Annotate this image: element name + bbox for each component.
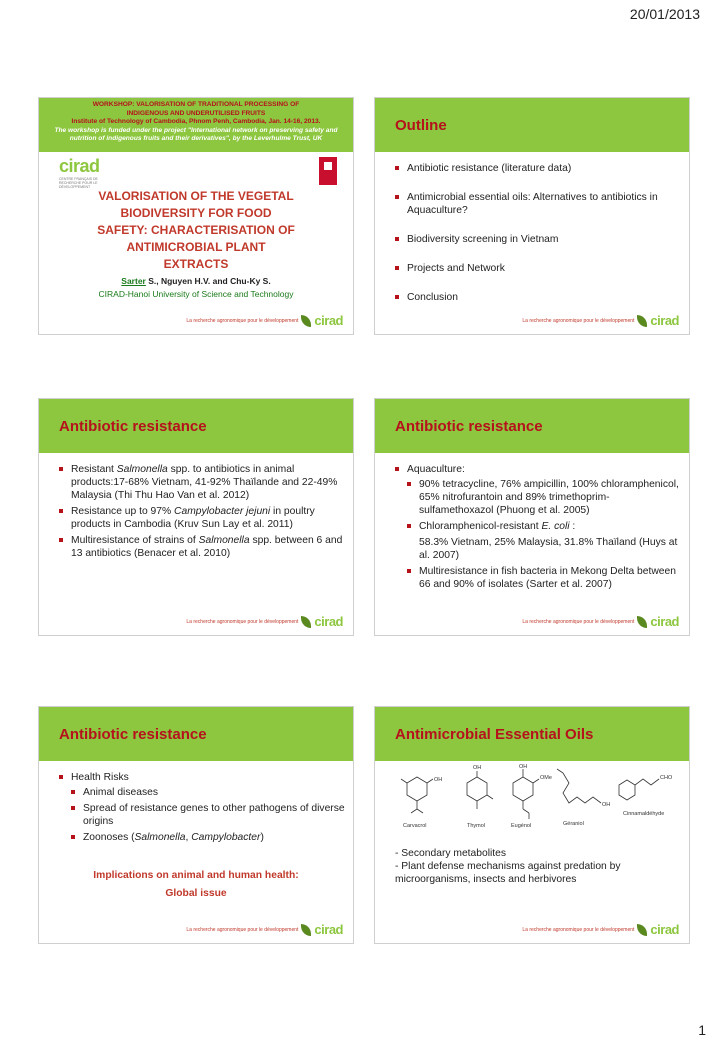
header-line: WORKSHOP: VALORISATION OF TRADITIONAL PROCESSING OF — [92, 101, 300, 108]
title-line: VALORISATION OF THE VEGETAL — [98, 189, 294, 203]
bullet-list — [59, 771, 345, 844]
slide-antibiotic-resistance-1 — [38, 398, 354, 636]
workshop-header — [39, 98, 353, 152]
list-item: Aquaculture: 90% tetracycline, 76% ampicillin, 100% chloramphenicol, 65% nitrofurantoin and 89% trimethoprim-sulfamethoxazol (Phuong et al. 2005) Chloramphenicol-resistant E. coli : 58.3% Vietnam, 25% Malaysia, 31.8% Thaïland (Huys at al. 2007) Multiresistance in fish bacteria in Mekong Delta between 66 and 90% of isolates (Sarter et al. 2007) — [395, 463, 681, 591]
footer-tagline: La recherche agronomique pour le développement — [186, 317, 299, 324]
list-item: Projects and Network — [395, 262, 681, 275]
group-label: OH — [473, 765, 482, 771]
footer-brand — [522, 614, 679, 629]
leaf-icon — [301, 924, 311, 936]
footer-brand — [186, 922, 343, 937]
leaf-icon — [637, 616, 647, 628]
footer-logo: cirad — [650, 614, 679, 629]
header-line: INDIGENOUS AND UNDERUTILISED FRUITS — [126, 109, 266, 117]
cirad-logo-subtitle: CENTRE FRANÇAIS DE RECHERCHE POUR LE DÉVELOPPEMENT — [59, 177, 98, 189]
footer-logo: cirad — [314, 614, 343, 629]
leaf-icon — [301, 315, 311, 327]
description-item: - Secondary metabolites — [395, 848, 507, 859]
list-item: Multiresistance of strains of Salmonella spp. between 6 and 13 antibiotics (Benacer et al. 2010) — [59, 534, 345, 560]
group-label: OH — [519, 764, 528, 770]
slide-title-bar — [39, 707, 353, 761]
molecule-label: Eugénol — [511, 823, 532, 829]
list-item: Resistance up to 97% Campylobacter jejuni in poultry products in Cambodia (Kruv Sun Lay et al. 2011) — [59, 505, 345, 531]
footer-brand — [522, 313, 679, 328]
slide-antibiotic-resistance-2 — [374, 398, 690, 636]
slide-heading: Antibiotic resistance — [59, 417, 207, 435]
sub-item: Multiresistance in fish bacteria in Mekong Delta between 66 and 90% of isolates (Sarter et al. 2007) — [407, 565, 681, 591]
header-line: Institute of Technology of Cambodia, Phnom Penh, Cambodia, Jan. 14-16, 2013. — [71, 118, 321, 125]
list-item: Conclusion — [395, 291, 681, 304]
slide-essential-oils — [374, 706, 690, 944]
footer-logo: cirad — [314, 922, 343, 937]
footer-brand — [186, 614, 343, 629]
affiliation: CIRAD-Hanoi University of Science and Technology — [98, 289, 294, 299]
slide-title-bar — [39, 399, 353, 453]
title-line: EXTRACTS — [163, 257, 229, 271]
slide-title — [38, 97, 354, 335]
list-item: Health Risks Animal diseases Spread of resistance genes to other pathogens of diverse origins Zoonoses (Salmonella, Campylobacter) — [59, 771, 345, 844]
title-line: SAFETY: CHARACTERISATION OF — [97, 223, 295, 237]
implications-line: Global issue — [165, 888, 227, 899]
leaf-icon — [637, 924, 647, 936]
sub-item-continuation: 58.3% Vietnam, 25% Malaysia, 31.8% Thaïland (Huys at al. 2007) — [419, 537, 678, 561]
implications-note — [59, 867, 333, 903]
bullet-list — [59, 463, 345, 560]
sub-item: Animal diseases — [71, 786, 345, 799]
list-item: Antimicrobial essential oils: Alternatives to antibiotics in Aquaculture? — [395, 191, 681, 217]
footer-brand — [522, 922, 679, 937]
sub-item: Chloramphenicol-resistant E. coli : — [407, 520, 681, 533]
title-line: ANTIMICROBIAL PLANT — [126, 240, 266, 254]
presentation-title — [49, 188, 343, 273]
slide-title-bar — [375, 98, 689, 152]
footer-tagline: La recherche agronomique pour le développement — [522, 926, 635, 933]
footer-tagline: La recherche agronomique pour le développement — [522, 317, 635, 324]
description-item: - Plant defense mechanisms against predation by microorganisms, insects and herbivores — [395, 861, 621, 885]
molecule-structures — [387, 763, 679, 833]
slide-outline — [374, 97, 690, 335]
footer-logo: cirad — [650, 922, 679, 937]
university-badge-icon — [319, 157, 337, 185]
title-line: BIODIVERSITY FOR FOOD — [120, 206, 272, 220]
footer-tagline: La recherche agronomique pour le développement — [522, 618, 635, 625]
slide-heading: Antibiotic resistance — [59, 725, 207, 743]
list-item: Antibiotic resistance (literature data) — [395, 162, 681, 175]
bullet-list — [395, 463, 681, 591]
header-funding: The workshop is funded under the project "International network on preserving safety and nutrition of indigenous fruits and their derivatives", by the Leverhulme Trust, UK — [54, 126, 338, 142]
cirad-logo-word: cirad — [59, 156, 100, 176]
molecule-label: Carvacrol — [403, 823, 427, 829]
footer-tagline: La recherche agronomique pour le développement — [186, 926, 299, 933]
slide-heading: Antimicrobial Essential Oils — [395, 725, 594, 743]
page-number: 1 — [698, 1022, 706, 1038]
slide-title-bar — [375, 399, 689, 453]
footer-logo: cirad — [650, 313, 679, 328]
molecule-label: Cinnamaldéhyde — [623, 811, 665, 817]
footer-logo: cirad — [314, 313, 343, 328]
group-label: OH — [602, 802, 611, 808]
list-item: Biodiversity screening in Vietnam — [395, 233, 681, 246]
lead-author: Sarter — [121, 276, 146, 286]
slide-antibiotic-resistance-3 — [38, 706, 354, 944]
slide-heading: Outline — [395, 116, 447, 134]
description-list — [395, 847, 677, 886]
cirad-logo — [59, 156, 105, 189]
sub-item: Spread of resistance genes to other pathogens of diverse origins — [71, 802, 345, 828]
molecule-label: Thymol — [467, 823, 486, 829]
list-item: Resistant Salmonella spp. to antibiotics in animal products:17-68% Vietnam, 41-92% Thaïlande and 22-49% Malaysia (Thi Thu Hao Van et al. 2012) — [59, 463, 345, 502]
slide-title-bar — [375, 707, 689, 761]
slide-heading: Antibiotic resistance — [395, 417, 543, 435]
leaf-icon — [301, 616, 311, 628]
sub-item: Zoonoses (Salmonella, Campylobacter) — [71, 831, 345, 844]
group-label: OH — [434, 777, 443, 783]
implications-line: Implications on animal and human health: — [93, 870, 299, 881]
sub-item: 90% tetracycline, 76% ampicillin, 100% chloramphenicol, 65% nitrofurantoin and 89% trimethoprim-sulfamethoxazol (Phuong et al. 2005) — [407, 478, 681, 517]
leaf-icon — [637, 315, 647, 327]
group-label: CHO — [660, 775, 673, 781]
group-label: OMe — [540, 775, 552, 781]
authors — [49, 276, 343, 286]
page-date: 20/01/2013 — [629, 6, 700, 22]
co-authors: S., Nguyen H.V. and Chu-Ky S. — [145, 276, 271, 286]
footer-brand — [186, 313, 343, 328]
footer-tagline: La recherche agronomique pour le développement — [186, 618, 299, 625]
outline-list — [395, 162, 681, 304]
molecule-label: Géraniol — [563, 821, 584, 827]
